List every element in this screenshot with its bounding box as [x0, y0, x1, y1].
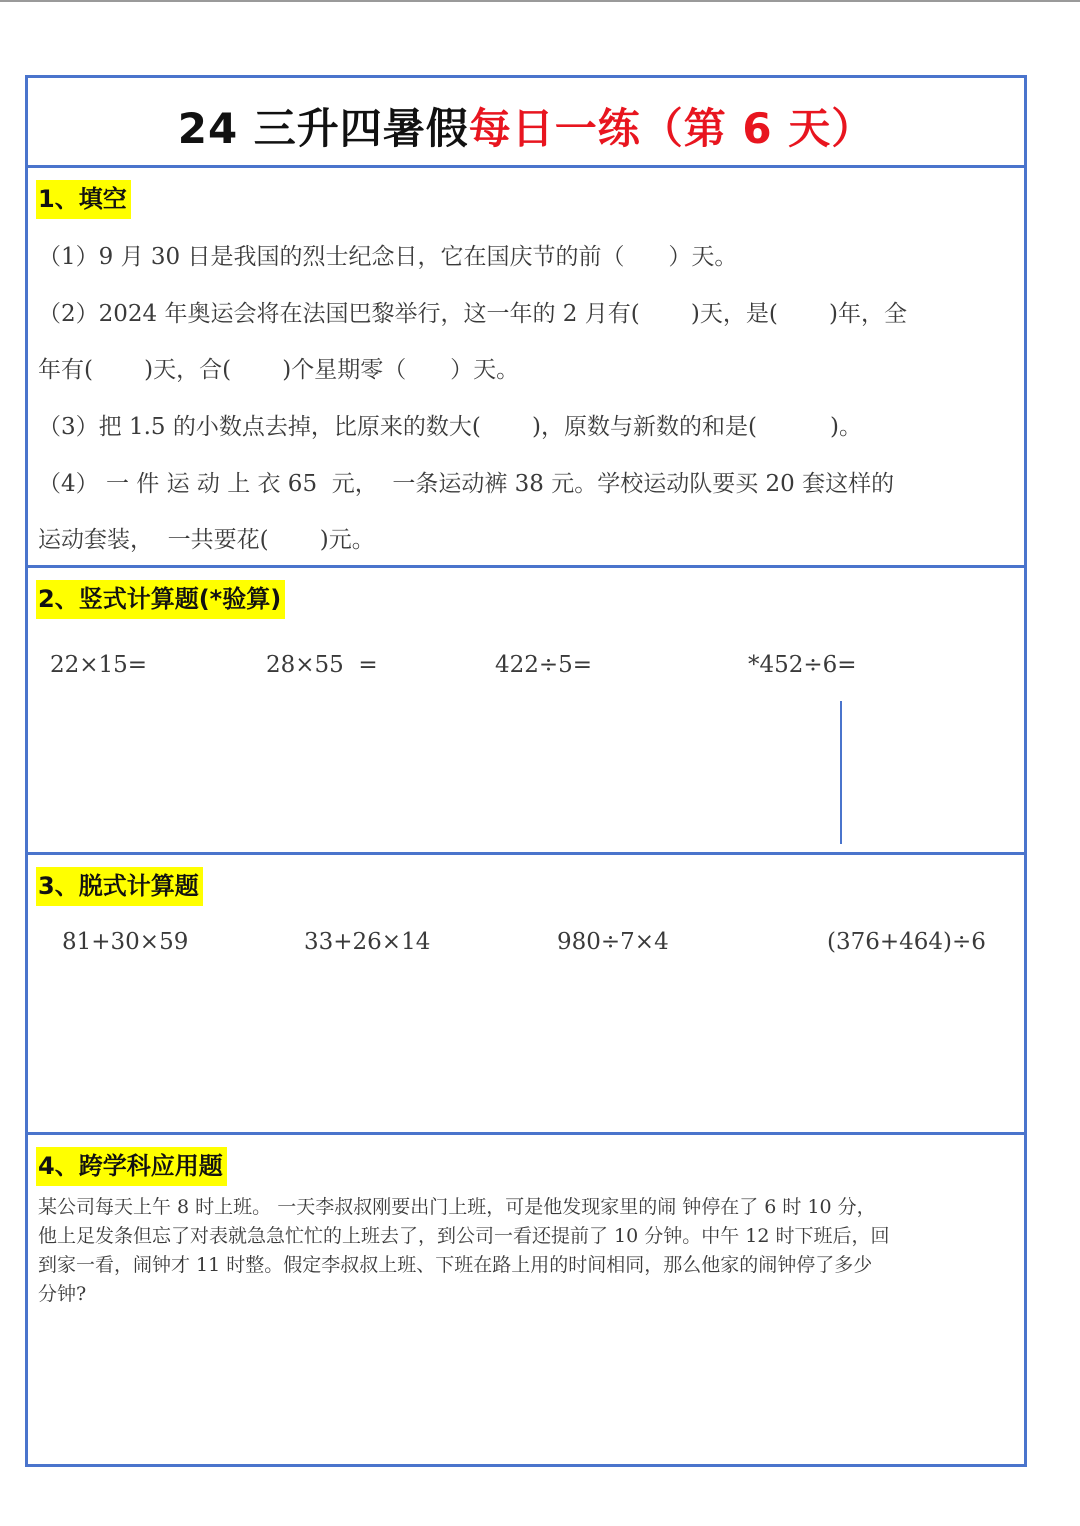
problem-line: 他上足发条但忘了对表就急急忙忙的上班去了，到公司一看还提前了 10 分钟。中午 12 时下班后，回	[38, 1225, 890, 1247]
section-vertical-calc	[28, 568, 1024, 855]
problem-line: 某公司每天上午 8 时上班。 一天李叔叔刚要出门上班，可是他发现家里的闹 钟停在了 6 时 10 分，	[38, 1196, 876, 1218]
question-line: 运动套装， 一共要花( )元。	[38, 527, 375, 553]
title-row	[28, 78, 1024, 168]
calc-item: 22×15=	[50, 652, 148, 678]
section-heading: 3、脱式计算题	[36, 867, 203, 906]
question-line: （4） 一 件 运 动 上 衣 65 元， 一条运动裤 38 元。学校运动队要买 20 套这样的	[38, 471, 895, 497]
question-line: （2）2024 年奥运会将在法国巴黎举行，这一年的 2 月有( )天，是( )年，全	[38, 301, 907, 327]
question-line: （1）9 月 30 日是我国的烈士纪念日，它在国庆节的前（ ）天。	[38, 244, 738, 270]
calc-item: 422÷5=	[495, 652, 593, 678]
calc-item: 33+26×14	[304, 929, 431, 955]
calc-item: 81+30×59	[62, 929, 189, 955]
top-rule	[0, 0, 1080, 2]
problem-line: 分钟?	[38, 1283, 87, 1305]
calc-item: (376+464)÷6	[827, 929, 986, 955]
section-application	[28, 1135, 1024, 1464]
title-part-red: 每日一练（第 6 天）	[468, 104, 875, 153]
calc-item: *452÷6=	[748, 652, 857, 678]
worksheet	[25, 75, 1027, 1467]
problem-line: 到家一看，闹钟才 11 时整。假定李叔叔上班、下班在路上用的时间相同，那么他家的闹钟停了多少	[38, 1254, 873, 1276]
section-heading: 1、填空	[36, 180, 131, 219]
question-line: 年有( )天，合( )个星期零（ ）天。	[38, 357, 520, 383]
section-heading: 4、跨学科应用题	[36, 1147, 227, 1186]
section-heading: 2、竖式计算题(*验算)	[36, 580, 285, 619]
calc-item: 980÷7×4	[557, 929, 669, 955]
problem-text	[38, 1193, 1018, 1309]
title-part-black: 24 三升四暑假	[177, 104, 469, 153]
section-fill-blank	[28, 168, 1024, 568]
question-line: （3）把 1.5 的小数点去掉，比原来的数大( )，原数与新数的和是( )。	[38, 414, 863, 440]
page-title	[178, 96, 875, 156]
calc-item: 28×55 =	[266, 652, 378, 678]
section-stepwise-calc	[28, 855, 1024, 1135]
division-bracket-line	[840, 701, 842, 844]
